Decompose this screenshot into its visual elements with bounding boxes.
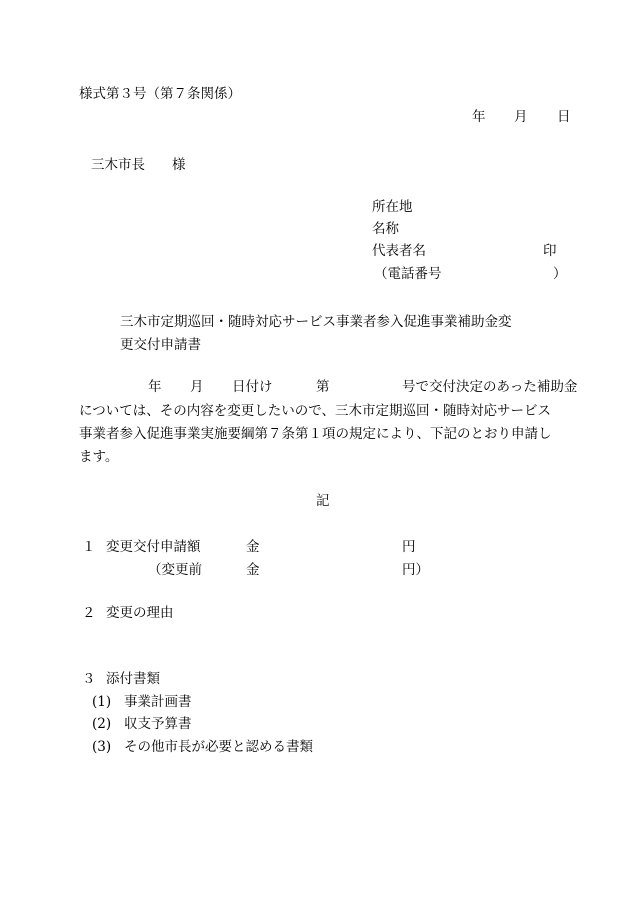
- item1-before-yen: 円）: [402, 562, 429, 578]
- applicant-representative-label: 代表者名: [372, 243, 426, 259]
- item3-label: 添付書類: [106, 671, 160, 687]
- item1-number: １: [82, 539, 96, 555]
- applicant-phone-label: （電話番号: [374, 266, 442, 282]
- item3-sub1-text: 事業計画書: [124, 694, 192, 710]
- item2-number: ２: [82, 605, 96, 621]
- document-title-line1: 三木市定期巡回・随時対応サービス事業者参入促進事業補助金変: [120, 314, 512, 330]
- recipient: 三木市長 様: [91, 157, 186, 173]
- item3-sub3-text: その他市長が必要と認める書類: [124, 739, 313, 755]
- body-date: 日付け: [232, 379, 273, 395]
- body-year: 年: [148, 379, 162, 395]
- item1-before-label: （変更前: [148, 562, 202, 578]
- date-year: 年: [472, 109, 486, 125]
- document-title-line2: 更交付申請書: [120, 337, 201, 353]
- body-line3: 事業者参入促進事業実施要綱第７条第１項の規定により、下記のとおり申請し: [79, 426, 552, 442]
- item3-sub2-number: (2): [92, 716, 112, 732]
- date-month: 月: [514, 109, 528, 125]
- applicant-phone-close: ）: [553, 266, 567, 282]
- applicant-address-label: 所在地: [372, 199, 413, 215]
- item3-number: ３: [82, 671, 96, 687]
- ki-heading: 記: [316, 493, 330, 509]
- body-number-prefix: 第: [316, 379, 330, 395]
- item1-yen: 円: [402, 539, 416, 555]
- item1-before-kin: 金: [246, 562, 260, 578]
- item3-sub1-number: (1): [92, 694, 112, 710]
- item1-label: 変更交付申請額: [106, 539, 201, 555]
- item3-sub3-number: (3): [92, 739, 112, 755]
- item1-kin: 金: [246, 539, 260, 555]
- body-line1-rest: 号で交付決定のあった補助金: [402, 379, 578, 395]
- body-line4: ます。: [79, 449, 119, 465]
- item3-sub2-text: 収支予算書: [124, 716, 192, 732]
- seal-mark: 印: [543, 243, 557, 259]
- body-month: 月: [190, 379, 204, 395]
- form-number: 様式第３号（第７条関係）: [79, 86, 241, 102]
- body-line2: については、その内容を変更したいので、三木市定期巡回・随時対応サービス: [79, 403, 551, 419]
- date-day: 日: [557, 109, 571, 125]
- item2-label: 変更の理由: [106, 605, 174, 621]
- applicant-name-label: 名称: [372, 221, 399, 237]
